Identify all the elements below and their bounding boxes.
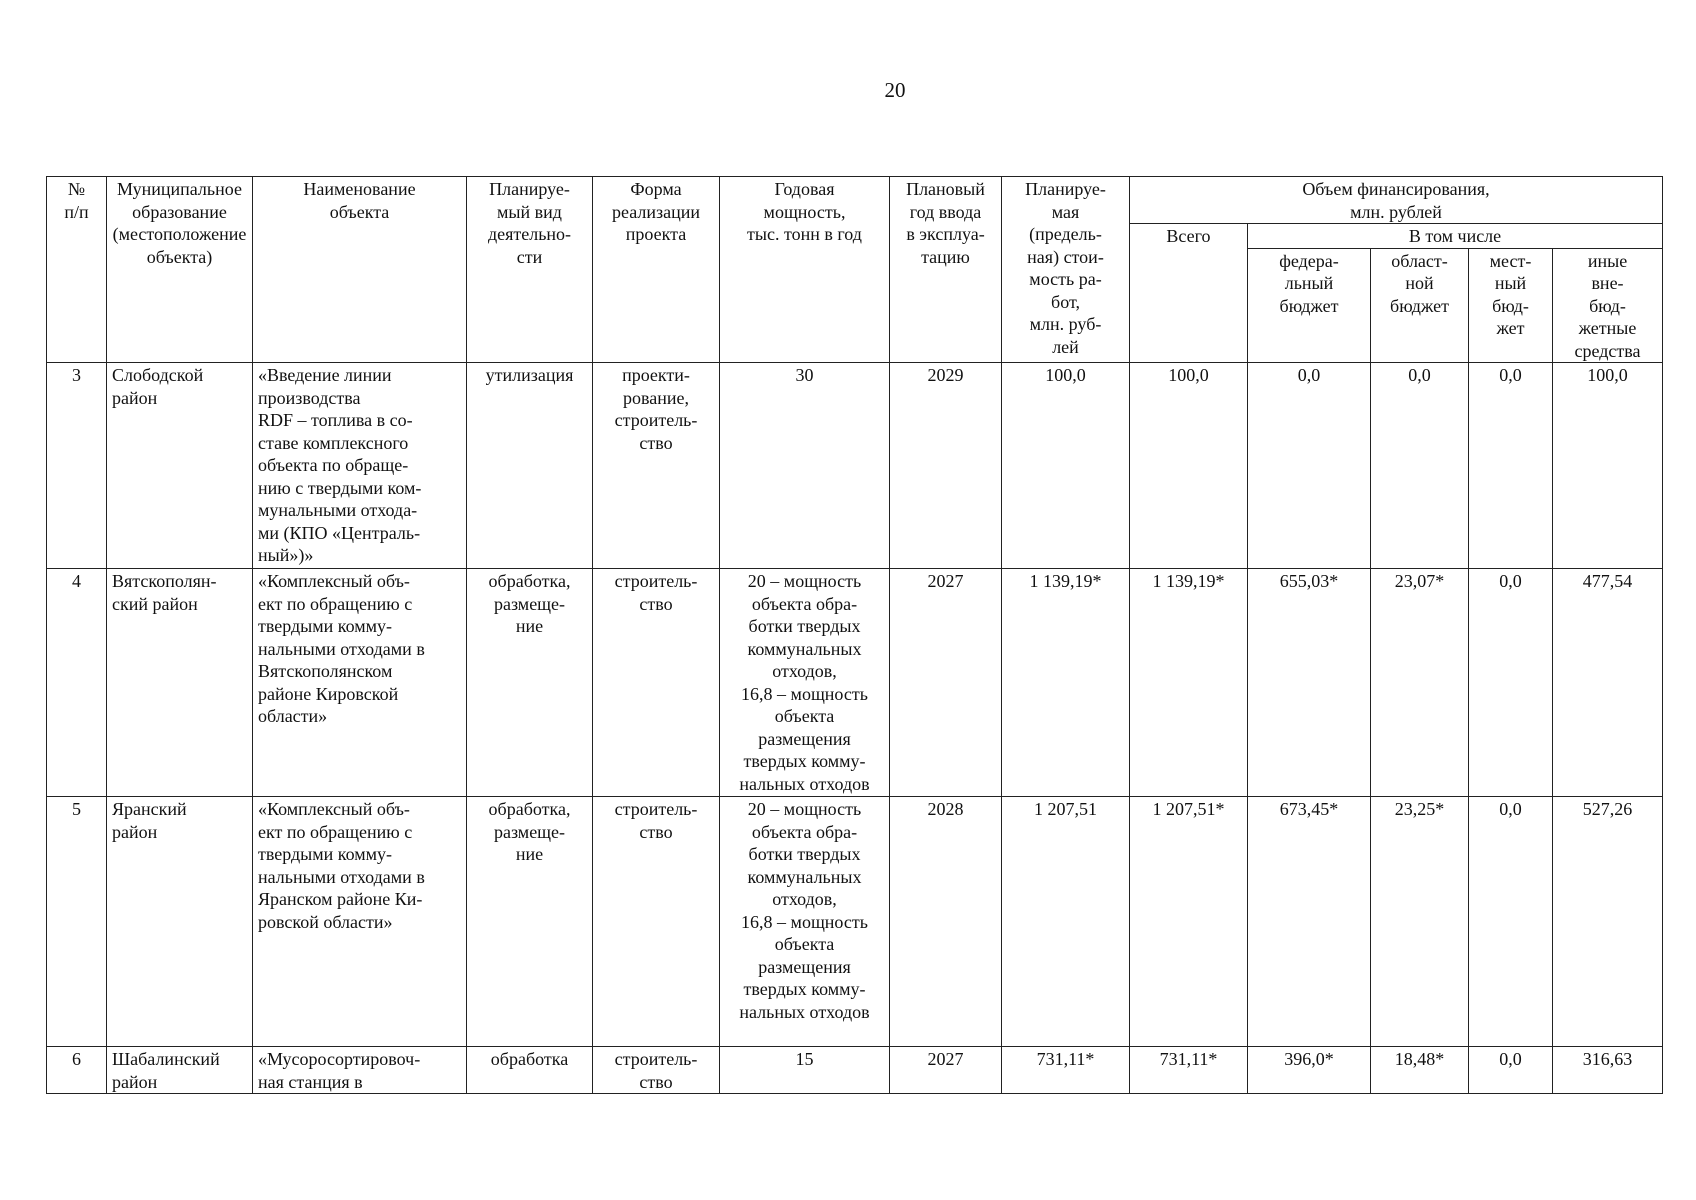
row-num: 4 xyxy=(47,569,107,797)
row-regional: 23,07* xyxy=(1371,569,1469,797)
row-cost: 731,11* xyxy=(1002,1047,1130,1094)
row-form: строитель- ство xyxy=(593,1047,720,1094)
row-year: 2027 xyxy=(890,1047,1002,1094)
header-financing: Объем финансирования, млн. рублей xyxy=(1130,177,1663,224)
row-total: 1 139,19* xyxy=(1130,569,1248,797)
row-form: строитель- ство xyxy=(593,797,720,1047)
row-activity: утилизация xyxy=(467,363,593,569)
row-year: 2028 xyxy=(890,797,1002,1047)
table-row xyxy=(47,797,1663,1047)
header-capacity: Годовая мощность, тыс. тонн в год xyxy=(720,177,890,363)
row-form: проекти- рование, строитель- ство xyxy=(593,363,720,569)
row-object-name: «Введение линии производства RDF – топлива в со- ставе комплексного объекта по обраще- нию с твердыми ком- мунальными отхода- ми (КПО «Централь- ный»)» xyxy=(253,363,467,569)
row-local: 0,0 xyxy=(1469,569,1553,797)
investment-plan-table xyxy=(46,176,1663,1094)
row-local: 0,0 xyxy=(1469,797,1553,1047)
row-num: 3 xyxy=(47,363,107,569)
header-cost: Планируе- мая (предель- ная) стои- мость ра- бот, млн. руб- лей xyxy=(1002,177,1130,363)
header-regional: област- ной бюджет xyxy=(1371,248,1469,363)
row-capacity: 30 xyxy=(720,363,890,569)
row-municipality: Слободской район xyxy=(107,363,253,569)
row-activity: обработка, размеще- ние xyxy=(467,569,593,797)
row-other: 316,63 xyxy=(1553,1047,1663,1094)
row-municipality: Шабалинский район xyxy=(107,1047,253,1094)
row-municipality: Яранский район xyxy=(107,797,253,1047)
header-including: В том числе xyxy=(1248,224,1663,249)
row-num: 5 xyxy=(47,797,107,1047)
header-other: иные вне- бюд- жетные средства xyxy=(1553,248,1663,363)
row-regional: 23,25* xyxy=(1371,797,1469,1047)
row-form: строитель- ство xyxy=(593,569,720,797)
header-federal: федера- льный бюджет xyxy=(1248,248,1371,363)
row-capacity: 20 – мощность объекта обра- ботки твердых коммунальных отходов, 16,8 – мощность объекта размещения твердых комму- нальных отходов xyxy=(720,797,890,1047)
table-row xyxy=(47,363,1663,569)
row-regional: 0,0 xyxy=(1371,363,1469,569)
row-local: 0,0 xyxy=(1469,1047,1553,1094)
row-cost: 1 139,19* xyxy=(1002,569,1130,797)
row-regional: 18,48* xyxy=(1371,1047,1469,1094)
header-form: Форма реализации проекта xyxy=(593,177,720,363)
row-object-name: «Комплексный объ- ект по обращению с твердыми комму- нальными отходами в Вятскополянском районе Кировской области» xyxy=(253,569,467,797)
page-number: 20 xyxy=(884,78,906,102)
header-activity: Планируе- мый вид деятельно- сти xyxy=(467,177,593,363)
row-activity: обработка xyxy=(467,1047,593,1094)
row-federal: 0,0 xyxy=(1248,363,1371,569)
row-year: 2027 xyxy=(890,569,1002,797)
row-activity: обработка, размеще- ние xyxy=(467,797,593,1047)
row-total: 1 207,51* xyxy=(1130,797,1248,1047)
row-other: 477,54 xyxy=(1553,569,1663,797)
row-local: 0,0 xyxy=(1469,363,1553,569)
row-federal: 396,0* xyxy=(1248,1047,1371,1094)
row-year: 2029 xyxy=(890,363,1002,569)
row-federal: 655,03* xyxy=(1248,569,1371,797)
table-row xyxy=(47,1047,1663,1094)
header-row-1 xyxy=(47,177,1663,224)
row-total: 100,0 xyxy=(1130,363,1248,569)
header-local: мест- ный бюд- жет xyxy=(1469,248,1553,363)
row-total: 731,11* xyxy=(1130,1047,1248,1094)
header-num: № п/п xyxy=(47,177,107,363)
header-total: Всего xyxy=(1130,224,1248,363)
row-municipality: Вятскополян- ский район xyxy=(107,569,253,797)
row-object-name: «Комплексный объ- ект по обращению с твердыми комму- нальными отходами в Яранском районе Ки- ровской области» xyxy=(253,797,467,1047)
row-capacity: 15 xyxy=(720,1047,890,1094)
table-row xyxy=(47,569,1663,797)
row-other: 100,0 xyxy=(1553,363,1663,569)
row-cost: 100,0 xyxy=(1002,363,1130,569)
row-capacity: 20 – мощность объекта обра- ботки твердых коммунальных отходов, 16,8 – мощность объекта размещения твердых комму- нальных отходов xyxy=(720,569,890,797)
header-year: Плановый год ввода в эксплуа- тацию xyxy=(890,177,1002,363)
header-municipality: Муниципальное образование (местоположение объекта) xyxy=(107,177,253,363)
row-object-name: «Мусоросортировоч- ная станция в xyxy=(253,1047,467,1094)
row-cost: 1 207,51 xyxy=(1002,797,1130,1047)
row-other: 527,26 xyxy=(1553,797,1663,1047)
header-object-name: Наименование объекта xyxy=(253,177,467,363)
row-federal: 673,45* xyxy=(1248,797,1371,1047)
row-num: 6 xyxy=(47,1047,107,1094)
